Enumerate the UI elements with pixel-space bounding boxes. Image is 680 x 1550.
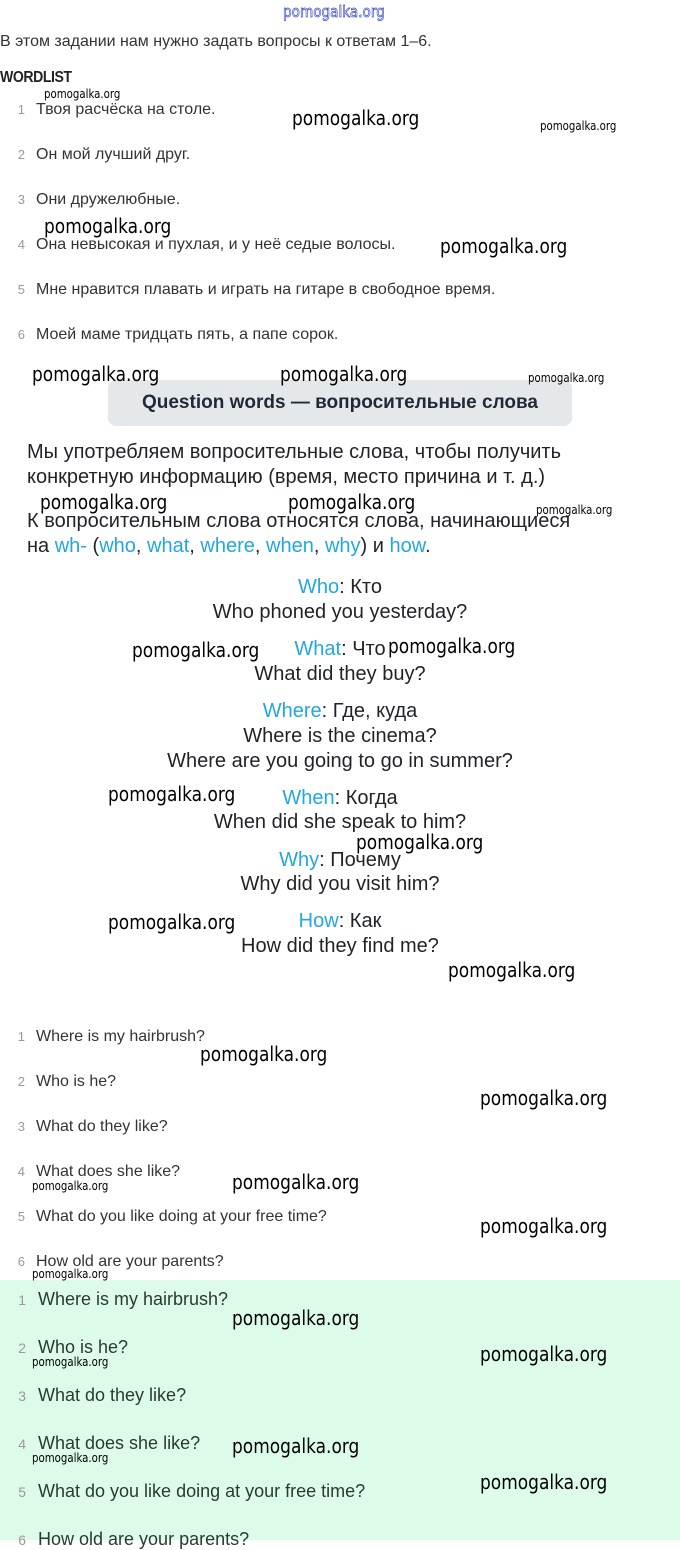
example-sentence: When did she speak to him? xyxy=(213,811,467,833)
watermark: pomogalka.org xyxy=(108,910,236,934)
item-number: 5 xyxy=(18,1484,26,1500)
watermark: pomogalka.org xyxy=(44,214,172,238)
watermark: pomogalka.org xyxy=(132,638,260,662)
watermark: pomogalka.org xyxy=(32,1267,109,1281)
highlight-word: wh- xyxy=(54,535,87,557)
list-item xyxy=(0,1073,116,1091)
watermark: pomogalka.org xyxy=(32,1179,109,1193)
example-sentence: Why did you visit him? xyxy=(240,873,440,895)
intro-text: В этом задании нам нужно задать вопросы к ответам 1–6. xyxy=(0,33,432,50)
item-text: Where is my hairbrush? xyxy=(36,1028,205,1045)
highlight-word: why xyxy=(324,535,361,557)
watermark: pomogalka.org xyxy=(480,1342,608,1366)
list-item xyxy=(0,191,180,209)
item-text: Они дружелюбные. xyxy=(36,191,181,208)
question-word: What xyxy=(294,638,342,660)
example-heading xyxy=(0,787,680,810)
watermark: pomogalka.org xyxy=(232,1306,360,1330)
highlight-word: who xyxy=(99,535,136,557)
item-text: Он мой лучший друг. xyxy=(36,146,191,163)
item-text: What do they like? xyxy=(38,1385,187,1405)
item-text: What do you like doing at your free time? xyxy=(36,1208,327,1225)
item-number: 6 xyxy=(17,327,25,342)
watermark: pomogalka.org xyxy=(32,362,160,386)
example-sentence: How did they find me? xyxy=(241,935,439,957)
answer-item xyxy=(0,1385,186,1406)
watermark: pomogalka.org xyxy=(388,634,516,658)
question-word: How xyxy=(298,910,339,932)
list-item xyxy=(0,101,216,119)
text: , xyxy=(135,535,148,557)
watermark: pomogalka.org xyxy=(480,1470,608,1494)
translation: : Где, куда xyxy=(321,700,418,722)
text: на xyxy=(27,535,55,557)
item-text: Who is he? xyxy=(36,1073,117,1090)
list-item xyxy=(0,1208,327,1226)
item-number: 3 xyxy=(18,1388,26,1404)
highlight-word: where xyxy=(200,535,255,557)
example-sentence: Who phoned you yesterday? xyxy=(212,601,468,623)
watermark: pomogalka.org xyxy=(288,490,416,514)
example-heading xyxy=(0,910,680,933)
wordlist-title: WORDLIST xyxy=(0,69,72,86)
rule-box-title: Question words — вопросительные слова xyxy=(108,380,572,426)
rule-paragraph-1 xyxy=(27,440,561,490)
text: , xyxy=(254,535,266,557)
item-number: 1 xyxy=(17,1029,25,1044)
example-sentence: Where is the cinema? xyxy=(243,725,437,747)
watermark: pomogalka.org xyxy=(540,119,617,133)
rule-paragraph-2 xyxy=(27,509,570,559)
watermark: pomogalka.org xyxy=(280,362,408,386)
question-word: Why xyxy=(279,849,320,871)
item-number: 6 xyxy=(18,1532,26,1548)
item-number: 2 xyxy=(17,1074,25,1089)
paragraph-line: Мы употребляем вопросительные слова, чтобы получить xyxy=(27,441,562,463)
list-item xyxy=(0,146,190,164)
item-text: Where is my hairbrush? xyxy=(38,1289,229,1309)
answer-item xyxy=(0,1289,228,1310)
example-heading xyxy=(0,849,680,872)
text: . xyxy=(425,535,431,557)
watermark: pomogalka.org xyxy=(528,371,605,385)
watermark: pomogalka.org xyxy=(44,87,121,101)
item-number: 2 xyxy=(18,1340,26,1356)
item-text: Твоя расчёска на столе. xyxy=(36,101,216,118)
watermark: pomogalka.org xyxy=(232,1434,360,1458)
item-number: 6 xyxy=(17,1254,25,1269)
watermark: pomogalka.org xyxy=(232,1170,360,1194)
watermark: pomogalka.org xyxy=(292,106,420,130)
text: , xyxy=(313,535,325,557)
watermark: pomogalka.org xyxy=(32,1355,109,1369)
item-text: Она невысокая и пухлая, и у неё седые волосы. xyxy=(36,236,396,253)
highlight-word: what xyxy=(147,535,190,557)
translation: : Кто xyxy=(339,576,382,598)
example-heading xyxy=(0,700,680,723)
paragraph-line: конкретную информацию (время, место причина и т. д.) xyxy=(27,466,546,488)
item-text: What does she like? xyxy=(36,1163,181,1180)
watermark: pomogalka.org xyxy=(283,2,385,21)
paragraph-line xyxy=(27,534,570,559)
question-word: When xyxy=(282,787,335,809)
translation: : Что xyxy=(341,638,386,660)
watermark: pomogalka.org xyxy=(480,1086,608,1110)
watermark: pomogalka.org xyxy=(448,958,576,982)
translation: : Почему xyxy=(319,849,401,871)
watermark: pomogalka.org xyxy=(356,830,484,854)
item-text: Мне нравится плавать и играть на гитаре в свободное время. xyxy=(36,281,496,298)
item-number: 3 xyxy=(17,1119,25,1134)
item-number: 3 xyxy=(17,192,25,207)
translation: : Когда xyxy=(334,787,398,809)
highlight-word: when xyxy=(266,535,314,557)
item-text: What does she like? xyxy=(38,1433,201,1453)
watermark: pomogalka.org xyxy=(108,782,236,806)
watermark: pomogalka.org xyxy=(40,490,168,514)
watermark: pomogalka.org xyxy=(440,234,568,258)
list-item xyxy=(0,1028,205,1046)
item-number: 5 xyxy=(17,282,25,297)
example-heading xyxy=(0,576,680,599)
item-number: 5 xyxy=(17,1209,25,1224)
watermark: pomogalka.org xyxy=(536,503,613,517)
question-word: Who xyxy=(298,576,340,598)
item-text: How old are your parents? xyxy=(38,1529,250,1549)
item-text: Моей маме тридцать пять, а папе сорок. xyxy=(36,326,339,343)
watermark: pomogalka.org xyxy=(32,1451,109,1465)
item-text: What do they like? xyxy=(36,1118,168,1135)
item-text: How old are your parents? xyxy=(36,1253,224,1270)
paragraph-line: К вопросительным слова относятся слова, начинающиеся xyxy=(27,510,571,532)
list-item xyxy=(0,281,495,299)
text: ( xyxy=(86,535,100,557)
question-word: Where xyxy=(262,700,322,722)
item-number: 1 xyxy=(17,102,25,117)
item-number: 1 xyxy=(18,1292,26,1308)
item-number: 2 xyxy=(17,147,25,162)
highlight-word: how xyxy=(389,535,426,557)
example-sentence: Where are you going to go in summer? xyxy=(167,750,513,772)
translation: : Как xyxy=(338,910,382,932)
item-number: 4 xyxy=(17,1164,25,1179)
list-item xyxy=(0,1118,168,1136)
answer-item xyxy=(0,1481,365,1502)
watermark: pomogalka.org xyxy=(480,1214,608,1238)
example-heading xyxy=(0,638,680,661)
list-item xyxy=(0,236,396,254)
example-sentence: What did they buy? xyxy=(254,663,426,685)
watermark: pomogalka.org xyxy=(200,1042,328,1066)
text: ) и xyxy=(360,535,390,557)
text: , xyxy=(189,535,201,557)
item-text: Who is he? xyxy=(38,1337,129,1357)
item-number: 4 xyxy=(18,1436,26,1452)
item-text: What do you like doing at your free time? xyxy=(38,1481,366,1501)
item-number: 4 xyxy=(17,237,25,252)
list-item xyxy=(0,326,338,344)
